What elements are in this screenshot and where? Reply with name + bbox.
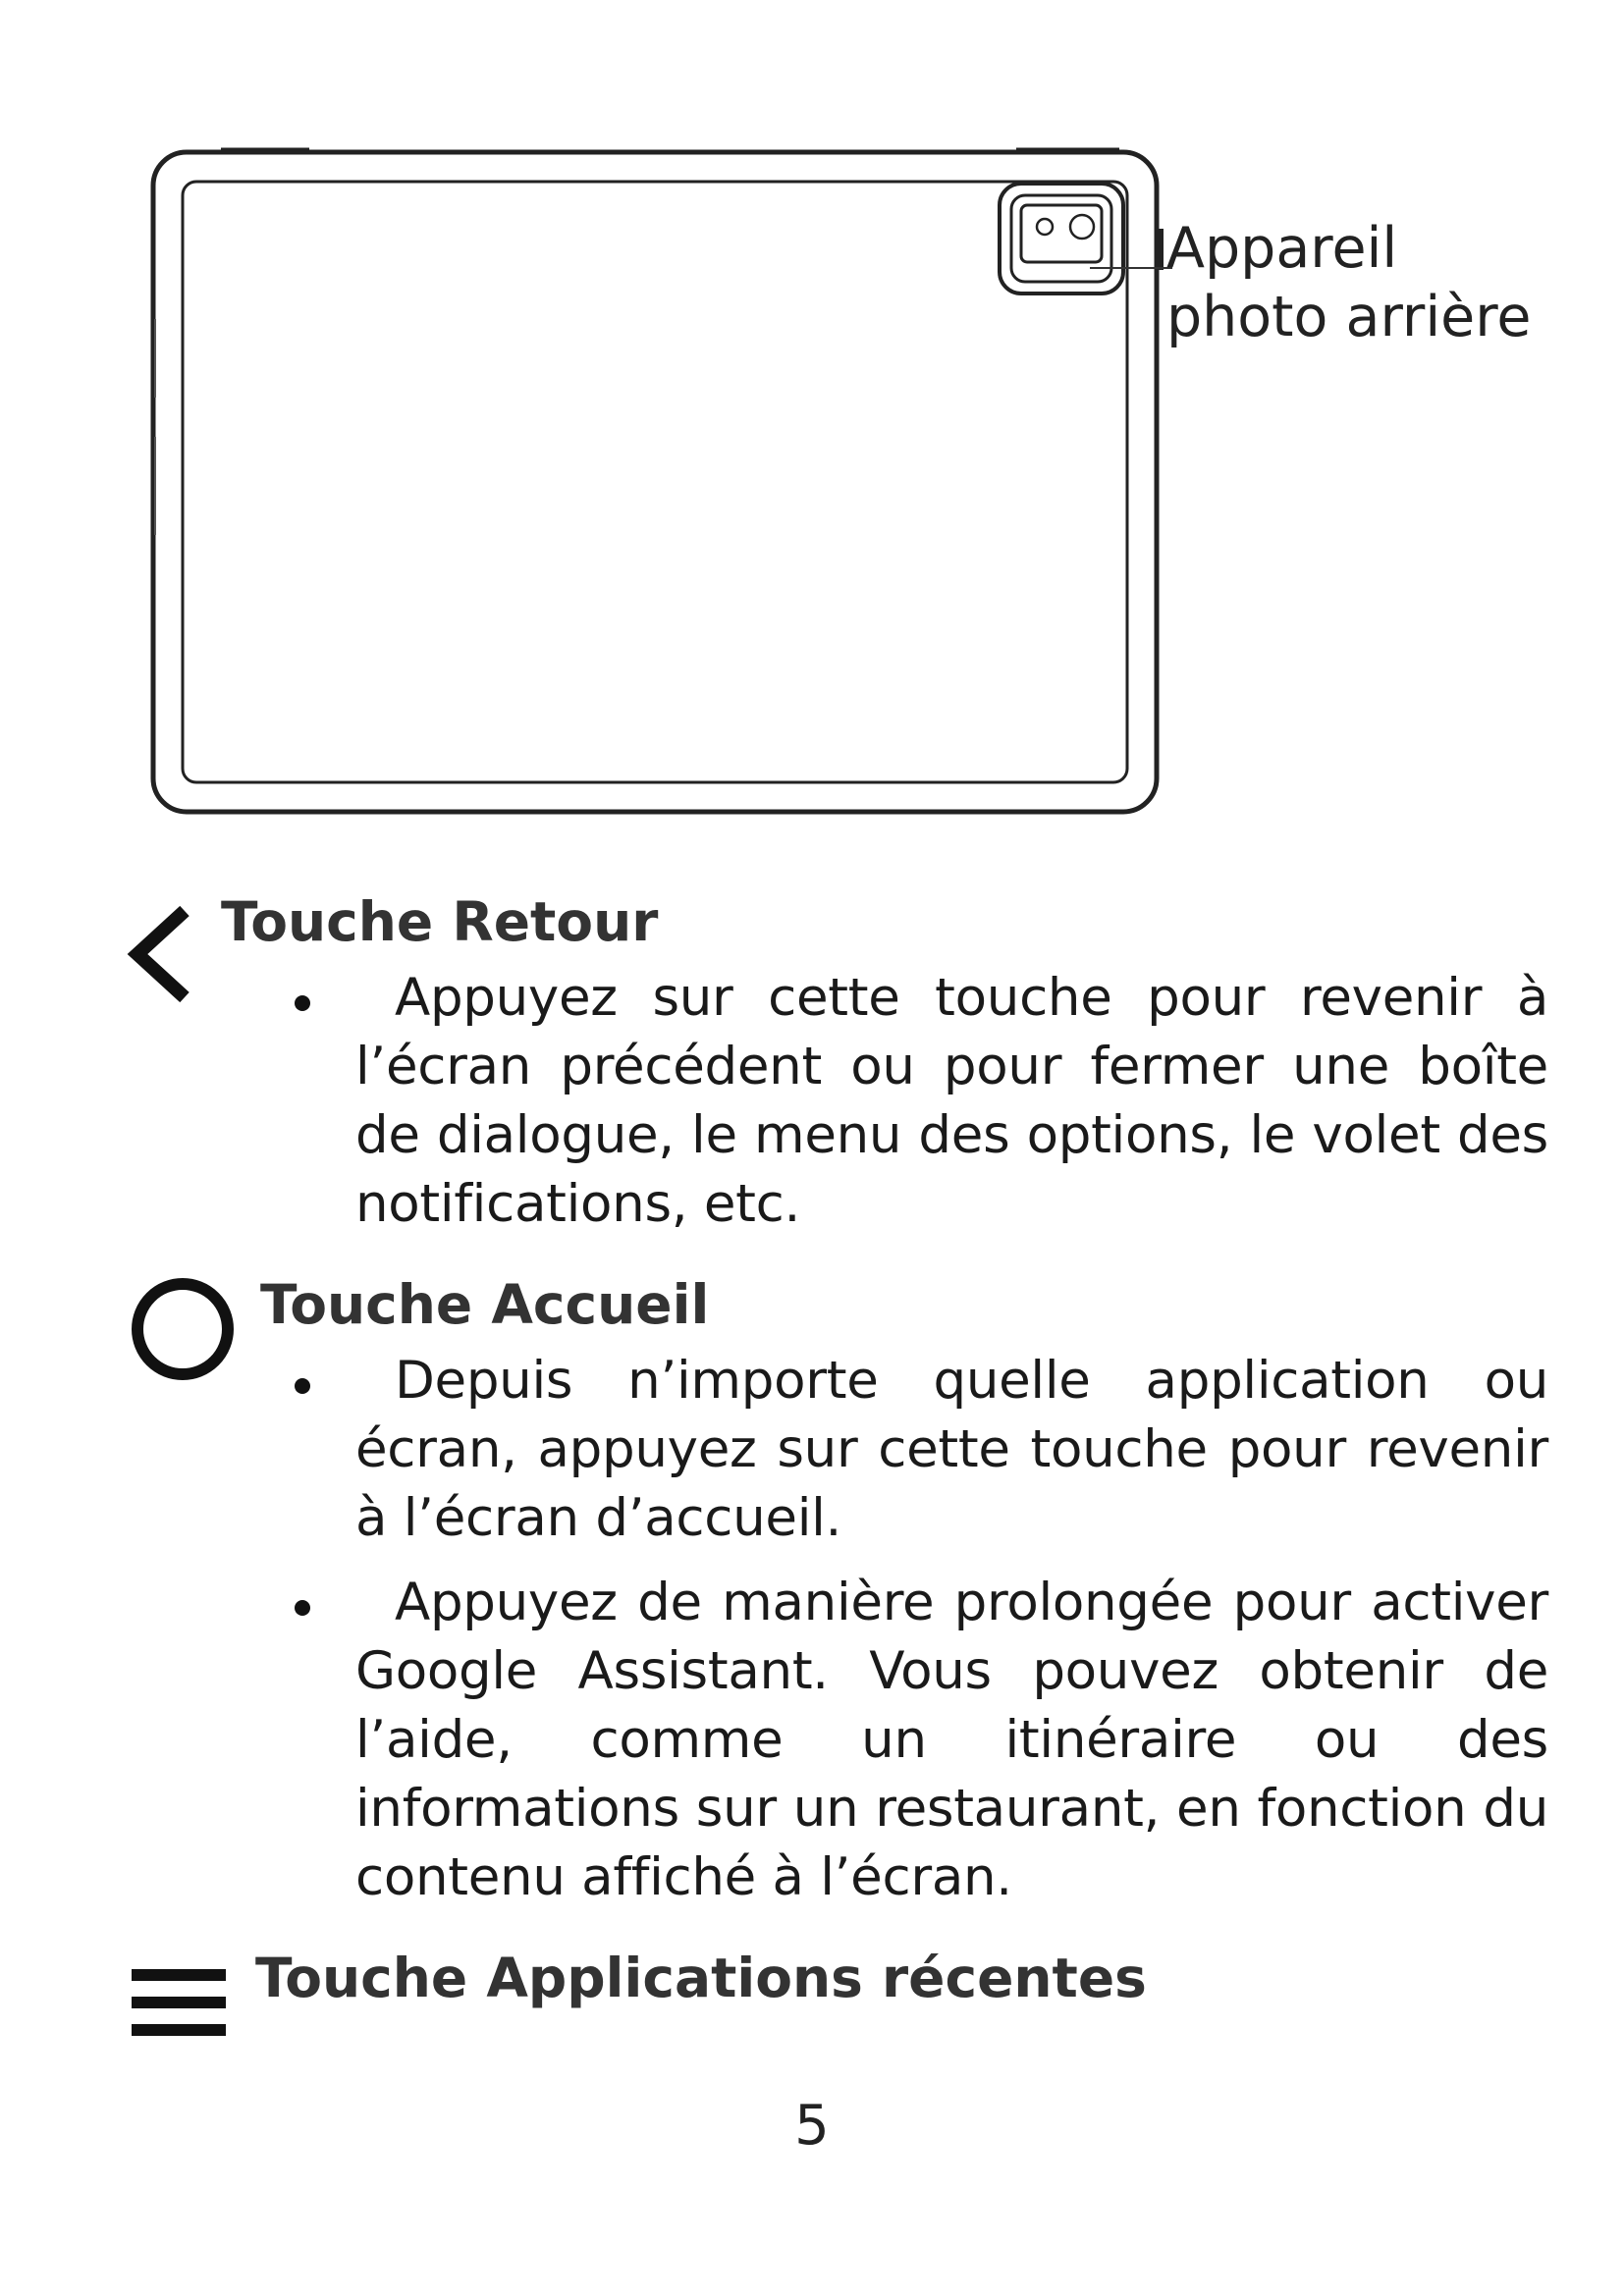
home-key-description-1: Depuis n’importe quelle application ou écran, appuyez sur cette touche pour revenir à l’écran d’accueil. [355, 1351, 1548, 1548]
home-key-description-2: Appuyez de manière prolongée pour activer Google Assistant. Vous pouvez obtenir de l’aide, comme un itinéraire ou des informations sur un restaurant, en fonction du contenu affiché à l’écran. [355, 1573, 1548, 1907]
page-number: 5 [794, 2094, 830, 2158]
rear-camera-label [1166, 214, 1531, 351]
rear-camera-label-line2: photo arrière [1166, 285, 1532, 349]
back-key-description: Appuyez sur cette touche pour revenir à l’écran précédent ou pour fermer une boîte de dialogue, le menu des options, le volet des notifications, etc. [355, 968, 1548, 1234]
recents-key-title: Touche Applications récentes [255, 1947, 1147, 2009]
home-key-title: Touche Accueil [260, 1273, 710, 1336]
back-key-title: Touche Retour [221, 890, 659, 953]
bullet-marker [295, 995, 310, 1011]
rear-camera-label-line1: Appareil [1166, 216, 1398, 281]
chevron-left-icon [126, 903, 194, 1006]
bullet-marker [295, 1600, 310, 1616]
menu-lines-icon [130, 1963, 228, 2042]
rear-camera-module [1000, 184, 1123, 294]
circle-icon [128, 1274, 238, 1384]
bullet-marker [295, 1378, 310, 1394]
